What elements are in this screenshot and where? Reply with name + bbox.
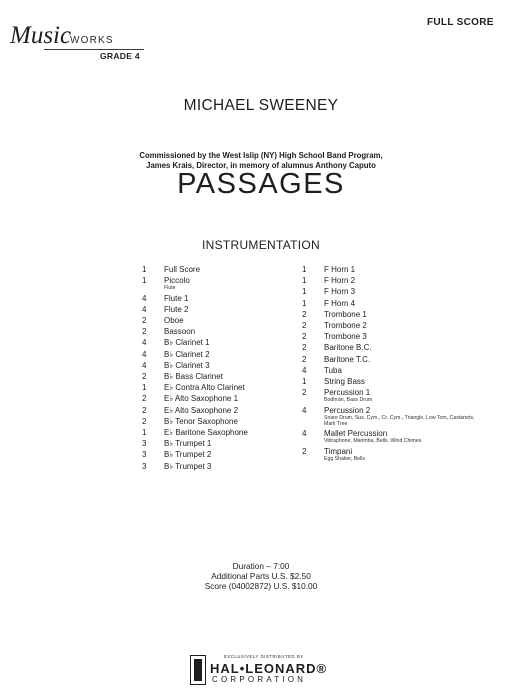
instrument-row [142, 264, 292, 275]
instrument-name: E♭ Alto Saxophone 1 [164, 394, 239, 404]
instrument-quantity: 3 [142, 450, 147, 460]
instrument-row [302, 309, 482, 320]
instrument-row [302, 342, 482, 353]
instrument-quantity: 2 [142, 405, 147, 415]
instrument-quantity: 2 [302, 332, 307, 342]
instrument-row [302, 365, 482, 376]
instrument-row [302, 387, 482, 403]
instrument-name: Baritone T.C. [324, 354, 371, 364]
instrument-list-right [302, 264, 482, 463]
instrument-quantity: 1 [302, 265, 307, 274]
instrument-quantity: 2 [302, 343, 307, 353]
instrument-quantity: 1 [142, 428, 147, 438]
instrument-quantity: 1 [142, 265, 147, 274]
instrument-name: Bassoon [164, 327, 196, 337]
instrument-row [142, 449, 292, 460]
duration-text: Duration – 7:00 [232, 561, 290, 571]
instrument-row [142, 393, 292, 404]
instrument-row [302, 286, 482, 297]
instrument-row [142, 349, 292, 360]
instrument-row [302, 354, 482, 365]
instrument-name: Trombone 2 [324, 321, 367, 331]
instrument-quantity: 3 [142, 439, 147, 449]
instrument-list-left [142, 264, 292, 472]
instrument-quantity: 4 [142, 293, 147, 303]
instrument-quantity: 1 [302, 377, 307, 387]
instrument-quantity: 1 [142, 383, 147, 393]
instrumentation-heading: INSTRUMENTATION [201, 238, 321, 252]
instrument-row [142, 337, 292, 348]
instrument-name: String Bass [324, 377, 365, 387]
instrument-row [142, 416, 292, 427]
additional-parts-price: Additional Parts U.S. $2.50 [211, 571, 311, 582]
instrument-row [142, 315, 292, 326]
instrument-name: B♭ Clarinet 2 [164, 349, 210, 359]
pricing-footer [0, 561, 522, 592]
instrument-row [142, 293, 292, 304]
instrument-name: B♭ Trumpet 3 [164, 461, 212, 471]
instrument-name: F Horn 2 [324, 276, 356, 286]
instrument-name: Trombone 3 [324, 332, 367, 342]
instrument-quantity: 1 [302, 276, 307, 286]
instrument-row [142, 427, 292, 438]
instrument-detail: Flute [164, 285, 176, 292]
instrument-name: B♭ Bass Clarinet [164, 372, 223, 382]
instrument-row [302, 320, 482, 331]
instrument-quantity: 4 [142, 360, 147, 370]
logo-rule [44, 49, 144, 50]
instrument-quantity: 4 [302, 365, 307, 375]
commission-line-2: James Krais, Director, in memory of alumnus Anthony Caputo [146, 161, 376, 170]
logo-music-text: Music [10, 22, 72, 49]
instrument-row [142, 371, 292, 382]
instrument-name: Mallet Percussion [324, 429, 388, 439]
instrument-quantity: 2 [302, 388, 307, 398]
publisher-corporation: CORPORATION [212, 675, 307, 684]
score-type-label: FULL SCORE [427, 17, 494, 28]
instrument-name: Tuba [324, 365, 342, 375]
instrument-quantity: 2 [302, 309, 307, 319]
instrument-quantity: 4 [142, 304, 147, 314]
instrument-name: Percussion 1 [324, 388, 371, 398]
instrument-name: E♭ Baritone Saxophone [164, 428, 248, 438]
instrument-quantity: 2 [142, 394, 147, 404]
instrument-name: F Horn 3 [324, 287, 356, 297]
instrument-detail: Bodhrán, Bass Drum [324, 397, 373, 404]
instrument-name: Oboe [164, 316, 184, 326]
piece-title: PASSAGES [177, 168, 345, 200]
instrument-name: Percussion 2 [324, 405, 371, 415]
instrument-row [142, 405, 292, 416]
composer-name: MICHAEL SWEENEY [183, 97, 339, 114]
instrument-name: B♭ Clarinet 3 [164, 360, 210, 370]
instrument-name: F Horn 1 [324, 265, 356, 274]
hal-leonard-logo [190, 654, 350, 686]
publisher-name: HAL•LEONARD® [210, 661, 328, 676]
instrument-row [142, 275, 292, 291]
instrument-detail: Egg Shaker, Bells [324, 455, 365, 462]
instrument-name: E♭ Alto Saxophone 2 [164, 405, 239, 415]
instrument-detail: Vibraphone, Marimba, Bells, Wind Chimes [324, 438, 422, 445]
instrument-name: Flute 2 [164, 304, 189, 314]
musicworks-logo [10, 22, 150, 68]
instrument-quantity: 3 [142, 461, 147, 471]
instrument-row [302, 428, 482, 444]
instrument-quantity: 4 [302, 429, 307, 439]
instrument-quantity: 2 [302, 354, 307, 364]
instrument-name: B♭ Trumpet 2 [164, 450, 212, 460]
instrument-row [302, 446, 482, 462]
instrument-quantity: 4 [142, 349, 147, 359]
instrument-row [142, 360, 292, 371]
instrument-row [302, 275, 482, 286]
instrument-quantity: 1 [142, 276, 147, 286]
instrument-row [142, 461, 292, 472]
instrument-quantity: 2 [142, 316, 147, 326]
logo-works-text: WORKS [70, 35, 114, 46]
instrument-row [302, 331, 482, 342]
instrument-quantity: 1 [302, 287, 307, 297]
instrument-name: Trombone 1 [324, 309, 367, 319]
instrument-quantity: 1 [302, 298, 307, 308]
instrument-row [302, 298, 482, 309]
instrument-quantity: 2 [142, 416, 147, 426]
instrument-row [302, 376, 482, 387]
instrument-name: Timpani [324, 446, 353, 456]
instrument-row [142, 438, 292, 449]
instrument-quantity: 2 [302, 321, 307, 331]
instrument-name: B♭ Trumpet 1 [164, 439, 212, 449]
hal-leonard-emblem-icon [190, 655, 206, 685]
instrument-name: Baritone B.C. [324, 343, 372, 353]
instrument-row [302, 264, 482, 275]
instrument-name: F Horn 4 [324, 298, 356, 308]
instrument-quantity: 4 [142, 338, 147, 348]
instrument-row [302, 405, 482, 428]
instrument-name: Full Score [164, 265, 201, 274]
instrument-quantity: 4 [302, 405, 307, 415]
instrument-name: E♭ Contra Alto Clarinet [164, 383, 245, 393]
instrument-row [142, 326, 292, 337]
instrument-detail: Snare Drum, Sus. Cym., Cr. Cym., Triangle, Low Tom, Castanets, Mark Tree [324, 414, 475, 428]
score-price: Score (04002872) U.S. $10.00 [204, 581, 318, 592]
commission-line-1: Commissioned by the West Islip (NY) High School Band Program, [139, 151, 383, 160]
instrument-row [142, 382, 292, 393]
instrument-quantity: 2 [142, 372, 147, 382]
instrument-row [142, 304, 292, 315]
instrument-name: Piccolo [164, 276, 190, 286]
instrument-quantity: 2 [142, 327, 147, 337]
instrument-name: B♭ Tenor Saxophone [164, 416, 238, 426]
instrument-quantity: 2 [302, 446, 307, 456]
instrument-name: B♭ Clarinet 1 [164, 338, 210, 348]
grade-label: GRADE 4 [100, 51, 140, 61]
instrument-name: Flute 1 [164, 293, 189, 303]
distributor-note: EXCLUSIVELY DISTRIBUTED BY [224, 654, 304, 659]
